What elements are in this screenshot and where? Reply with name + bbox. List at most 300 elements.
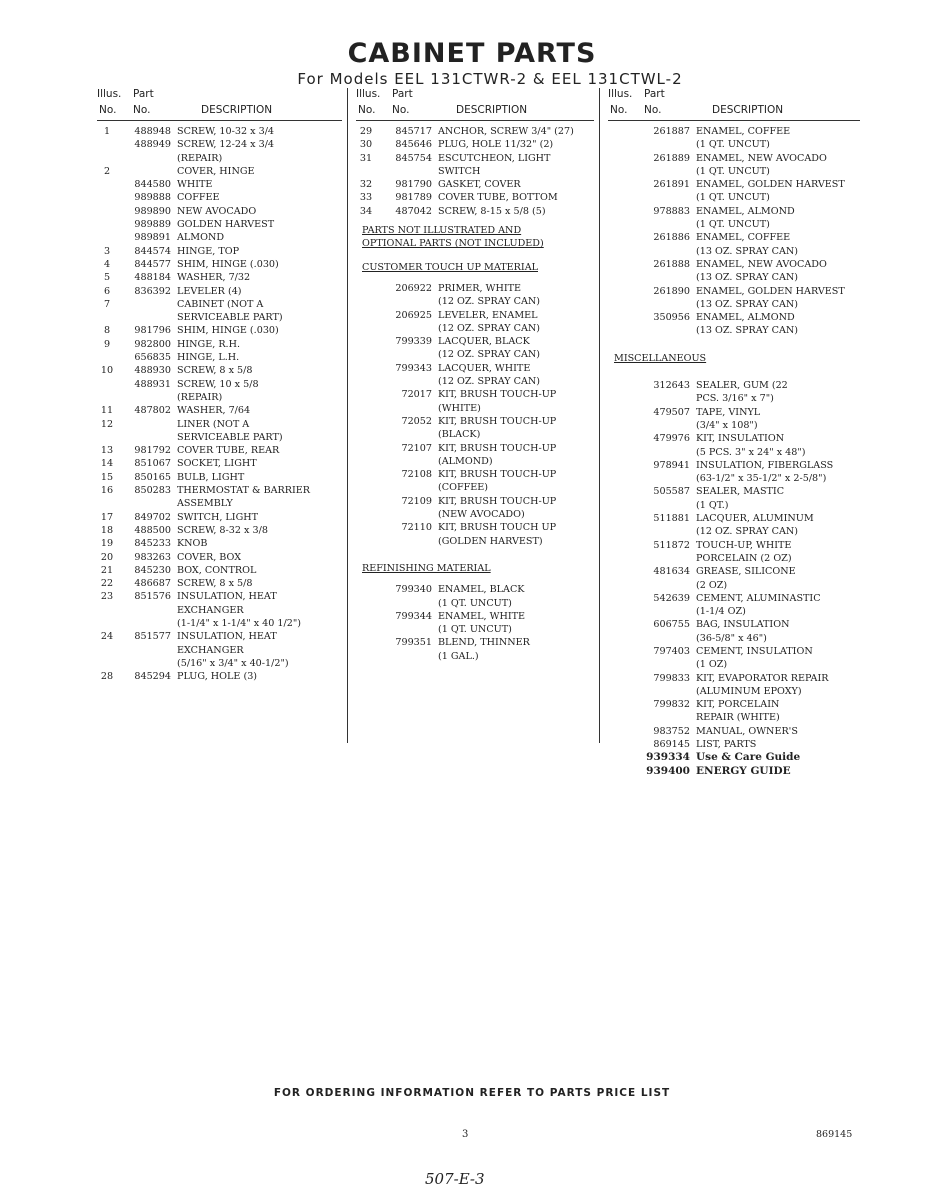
- part-description: (1 OZ): [696, 659, 728, 671]
- illus-number: 32: [359, 179, 373, 191]
- part-number: 981796: [134, 325, 171, 337]
- header-part: Part: [644, 88, 665, 100]
- illus-number: [356, 335, 376, 348]
- part-description: KIT, EVAPORATOR REPAIR: [696, 672, 829, 684]
- header-description: DESCRIPTION: [201, 104, 273, 116]
- table-row: [97, 551, 342, 564]
- table-row: [97, 351, 342, 364]
- part-number: [376, 428, 438, 441]
- table-row: [356, 535, 594, 548]
- table-row: [356, 623, 594, 636]
- illus-number: 19: [100, 538, 114, 550]
- part-number: [376, 455, 438, 468]
- part-number: 261889: [653, 152, 690, 164]
- part-description: (COFFEE): [438, 482, 489, 494]
- illus-number: [356, 597, 376, 610]
- part-number: [117, 165, 177, 178]
- illus-number: [356, 535, 376, 548]
- table-row: [356, 205, 594, 218]
- part-number: [608, 632, 696, 645]
- part-number: 850165: [134, 471, 171, 483]
- table-row: [608, 632, 860, 645]
- part-description: ENAMEL, GOLDEN HARVEST: [696, 179, 845, 191]
- part-description: (2 OZ): [696, 579, 728, 591]
- part-description: (1 QT. UNCUT): [438, 624, 512, 636]
- illus-number: [356, 442, 376, 455]
- part-description: COVER, HINGE: [177, 165, 255, 177]
- part-number: 505587: [653, 486, 690, 498]
- part-number: [117, 298, 177, 311]
- table-row: [608, 138, 860, 151]
- table-row: [356, 415, 594, 428]
- part-description: SHIM, HINGE (.030): [177, 325, 279, 337]
- table-row: [97, 524, 342, 537]
- table-row: [356, 335, 594, 348]
- part-description: SCREW, 8-15 x 5/8 (5): [438, 205, 546, 217]
- table-row: [608, 285, 860, 298]
- illus-number: 33: [359, 192, 373, 204]
- part-number: [376, 165, 438, 178]
- part-number: [376, 402, 438, 415]
- table-row: [356, 375, 594, 388]
- table-row: [97, 457, 342, 470]
- part-number: [117, 152, 177, 165]
- table-row: [97, 431, 342, 444]
- part-description: SWITCH, LIGHT: [177, 511, 259, 523]
- table-row: [356, 636, 594, 649]
- part-number: 845754: [395, 152, 432, 164]
- part-description: SCREW, 10 x 5/8: [177, 378, 259, 390]
- parts-column-1: [97, 88, 342, 683]
- illus-number: 6: [103, 285, 111, 297]
- illus-number: [97, 152, 117, 165]
- part-description: GASKET, COVER: [438, 179, 521, 191]
- part-number: 989891: [134, 232, 171, 244]
- part-number: 799340: [395, 584, 432, 596]
- part-number: [608, 605, 696, 618]
- part-number: 487042: [395, 205, 432, 217]
- table-row: [356, 362, 594, 375]
- part-number: 487802: [134, 405, 171, 417]
- illus-number: [356, 495, 376, 508]
- part-description: (NEW AVOCADO): [438, 509, 525, 521]
- table-row: [97, 404, 342, 417]
- part-description: (13 OZ. SPRAY CAN): [696, 245, 799, 257]
- part-number: 939334: [646, 751, 690, 764]
- illus-number: 29: [359, 126, 373, 137]
- part-number: [376, 481, 438, 494]
- illus-number: [97, 231, 117, 244]
- table-row: [97, 231, 342, 244]
- illus-number: [97, 178, 117, 191]
- part-number: 312643: [653, 380, 690, 392]
- table-row: [356, 178, 594, 191]
- table-row: [608, 191, 860, 204]
- illus-number: [356, 521, 376, 534]
- table-row: [608, 711, 860, 724]
- illus-number: 5: [103, 272, 111, 284]
- table-row: [356, 610, 594, 623]
- table-row: [608, 645, 860, 658]
- table-row: [608, 446, 860, 459]
- header-description: DESCRIPTION: [712, 104, 784, 116]
- illus-number: 4: [103, 258, 111, 270]
- part-description: (12 OZ. SPRAY CAN): [438, 376, 541, 388]
- table-row: [356, 428, 594, 441]
- part-description: (5 PCS. 3" x 24" x 48"): [696, 446, 806, 458]
- table-row: [97, 484, 342, 497]
- illus-number: [356, 388, 376, 401]
- column-header: [356, 88, 594, 121]
- ordering-footer: FOR ORDERING INFORMATION REFER TO PARTS PRICE LIST: [273, 1087, 671, 1099]
- part-number: 799339: [395, 336, 432, 348]
- table-row: [97, 338, 342, 351]
- part-number: [608, 218, 696, 231]
- column-header: [97, 88, 342, 121]
- note-line: OPTIONAL PARTS (NOT INCLUDED): [362, 238, 544, 250]
- header-part-no: No.: [392, 104, 410, 116]
- part-description: ASSEMBLY: [177, 498, 233, 510]
- table-row: [608, 512, 860, 525]
- page-number: 3: [462, 1129, 469, 1140]
- part-number: 486687: [134, 578, 171, 590]
- part-number: [608, 419, 696, 432]
- part-description: KIT, BRUSH TOUCH-UP: [438, 495, 557, 507]
- table-row: [356, 508, 594, 521]
- section-heading-touchup: CUSTOMER TOUCH UP MATERIAL: [362, 261, 538, 273]
- part-description: ENERGY GUIDE: [696, 764, 791, 777]
- part-description: THERMOSTAT & BARRIER: [177, 485, 311, 497]
- part-description: GREASE, SILICONE: [696, 566, 796, 578]
- table-row: [97, 218, 342, 231]
- part-description: NEW AVOCADO: [177, 205, 257, 217]
- part-description: SCREW, 10-32 x 3/4: [177, 126, 275, 137]
- table-row: [356, 191, 594, 204]
- table-row: [608, 459, 860, 472]
- header-part-no: No.: [133, 104, 151, 116]
- part-description: (1 QT. UNCUT): [696, 165, 770, 177]
- parts-column-3: [608, 88, 860, 778]
- table-row: [608, 738, 860, 751]
- part-number: 799832: [653, 699, 690, 711]
- table-row: [356, 348, 594, 361]
- part-number: [117, 311, 177, 324]
- table-row: [608, 539, 860, 552]
- table-row: [356, 583, 594, 596]
- illus-number: 34: [359, 205, 373, 217]
- table-row: [608, 125, 860, 138]
- part-description: PLUG, HOLE 11/32" (2): [438, 139, 554, 151]
- part-number: [608, 711, 696, 724]
- part-description: (12 OZ. SPRAY CAN): [696, 526, 799, 538]
- table-row: [356, 309, 594, 322]
- part-number: [608, 392, 696, 405]
- header-part: Part: [392, 88, 413, 100]
- illus-number: 2: [103, 165, 111, 177]
- part-number: 488184: [134, 272, 171, 284]
- part-description: KIT, BRUSH TOUCH UP: [438, 522, 557, 534]
- part-description: LACQUER, ALUMINUM: [696, 513, 814, 525]
- table-row: [608, 231, 860, 244]
- part-description: (63-1/2" x 35-1/2" x 2-5/8"): [696, 473, 827, 485]
- part-number: 978883: [653, 205, 690, 217]
- table-row: [608, 218, 860, 231]
- illus-number: 15: [100, 471, 114, 483]
- part-description: (12 OZ. SPRAY CAN): [438, 296, 541, 308]
- illus-number: [97, 311, 117, 324]
- miscellaneous-list: [608, 379, 860, 751]
- part-number: [376, 623, 438, 636]
- part-description: INSULATION, HEAT: [177, 591, 277, 603]
- part-description: BOX, CONTROL: [177, 564, 257, 576]
- table-row: [608, 751, 860, 764]
- part-description: WASHER, 7/32: [177, 272, 251, 284]
- part-number: 844580: [134, 179, 171, 191]
- header-illus-no: No.: [358, 104, 376, 116]
- header-illus: Illus.: [608, 88, 633, 100]
- part-description: ENAMEL, GOLDEN HARVEST: [696, 285, 845, 297]
- part-number: 851576: [134, 591, 171, 603]
- part-number: [117, 497, 177, 510]
- part-number: 488930: [134, 365, 171, 377]
- part-number: [117, 391, 177, 404]
- part-description: TOUCH-UP, WHITE: [696, 539, 792, 551]
- table-row: [97, 537, 342, 550]
- table-row: [608, 552, 860, 565]
- illus-number: [356, 583, 376, 596]
- part-description: PLUG, HOLE (3): [177, 671, 258, 683]
- part-number: [608, 579, 696, 592]
- table-row: [608, 432, 860, 445]
- illus-number: 17: [100, 511, 114, 523]
- part-number: 836392: [134, 285, 171, 297]
- part-description: (36-5/8" x 46"): [696, 632, 767, 644]
- part-number: 983263: [134, 551, 171, 563]
- part-description: ENAMEL, WHITE: [438, 610, 526, 622]
- illus-number: 3: [103, 245, 111, 257]
- part-number: 989890: [134, 205, 171, 217]
- header-illus: Illus.: [356, 88, 381, 100]
- part-number: 261887: [653, 126, 690, 137]
- table-row: [608, 685, 860, 698]
- part-description: (13 OZ. SPRAY CAN): [696, 272, 799, 284]
- table-row: [356, 322, 594, 335]
- parts-list: [608, 125, 860, 338]
- illus-number: 20: [100, 551, 114, 563]
- part-description: (1 GAL.): [438, 650, 479, 662]
- part-description: SEALER, MASTIC: [696, 486, 785, 498]
- table-row: [608, 579, 860, 592]
- table-row: [356, 442, 594, 455]
- illus-number: [97, 138, 117, 151]
- part-number: [117, 657, 177, 670]
- part-description: ENAMEL, NEW AVOCADO: [696, 152, 827, 164]
- table-row: [97, 511, 342, 524]
- part-description: (GOLDEN HARVEST): [438, 535, 543, 547]
- handwritten-note: 507-E-3: [425, 1170, 485, 1188]
- table-row: [97, 205, 342, 218]
- part-number: 261886: [653, 232, 690, 244]
- illus-number: [356, 468, 376, 481]
- part-number: 799343: [395, 362, 432, 374]
- header-part: Part: [133, 88, 154, 100]
- part-number: [608, 298, 696, 311]
- illus-number: [97, 191, 117, 204]
- table-row: [608, 472, 860, 485]
- illus-number: [97, 617, 117, 630]
- part-number: [376, 508, 438, 521]
- part-description: KIT, BRUSH TOUCH-UP: [438, 442, 557, 454]
- illus-number: [356, 322, 376, 335]
- part-description: PORCELAIN (2 OZ): [696, 552, 792, 564]
- part-description: ENAMEL, NEW AVOCADO: [696, 258, 827, 270]
- page-subtitle: For Models EEL 131CTWR-2 & EEL 131CTWL-2: [297, 70, 683, 88]
- part-description: ENAMEL, ALMOND: [696, 312, 795, 324]
- table-row: [356, 481, 594, 494]
- table-row: [356, 295, 594, 308]
- page-title: CABINET PARTS: [347, 38, 597, 69]
- illus-number: [356, 362, 376, 375]
- illus-number: 10: [100, 365, 114, 377]
- table-row: [608, 324, 860, 337]
- illus-number: [97, 218, 117, 231]
- part-number: 844574: [134, 245, 171, 257]
- touchup-list: [356, 282, 594, 548]
- illus-number: [356, 295, 376, 308]
- table-row: [97, 178, 342, 191]
- illus-number: [356, 455, 376, 468]
- table-row: [356, 152, 594, 165]
- part-description: BLEND, THINNER: [438, 637, 530, 649]
- table-row: [608, 618, 860, 631]
- part-number: 869145: [653, 739, 690, 751]
- table-row: [608, 165, 860, 178]
- note-line: PARTS NOT ILLUSTRATED AND: [362, 225, 522, 237]
- part-number: [117, 644, 177, 657]
- part-number: [608, 271, 696, 284]
- part-number: [608, 658, 696, 671]
- part-number: 479976: [653, 433, 690, 445]
- part-description: (3/4" x 108"): [696, 419, 758, 431]
- part-number: 511881: [653, 513, 690, 525]
- part-description: COVER TUBE, BOTTOM: [438, 192, 558, 204]
- table-row: [97, 258, 342, 271]
- part-description: EXCHANGER: [177, 604, 244, 616]
- part-number: 851067: [134, 458, 171, 470]
- table-row: [608, 406, 860, 419]
- part-number: 845294: [134, 671, 171, 683]
- table-row: [97, 311, 342, 324]
- table-row: [608, 658, 860, 671]
- part-number: 797403: [653, 645, 690, 657]
- part-description: SCREW, 8 x 5/8: [177, 578, 253, 590]
- part-number: [376, 650, 438, 663]
- table-row: [608, 178, 860, 191]
- part-description: ANCHOR, SCREW 3/4" (27): [438, 126, 574, 137]
- illus-number: [97, 378, 117, 391]
- header-illus-no: No.: [610, 104, 628, 116]
- table-row: [97, 497, 342, 510]
- part-description: HINGE, R.H.: [177, 338, 241, 350]
- illus-number: [356, 481, 376, 494]
- part-description: (13 OZ. SPRAY CAN): [696, 325, 799, 337]
- part-description: LEVELER (4): [177, 285, 242, 297]
- table-row: [608, 698, 860, 711]
- part-number: [117, 431, 177, 444]
- part-number: 350956: [653, 312, 690, 324]
- part-description: LEVELER, ENAMEL: [438, 309, 538, 321]
- part-number: 845233: [134, 538, 171, 550]
- part-description: SERVICEABLE PART): [177, 431, 283, 443]
- part-description: (1 QT. UNCUT): [696, 219, 770, 231]
- part-description: LINER (NOT A: [177, 418, 250, 430]
- table-row: [97, 125, 342, 138]
- illus-number: [356, 348, 376, 361]
- illus-number: 24: [100, 631, 114, 643]
- part-description: SHIM, HINGE (.030): [177, 258, 279, 270]
- column-header: [608, 88, 860, 121]
- table-row: [97, 444, 342, 457]
- part-description: INSULATION, HEAT: [177, 631, 277, 643]
- part-number: 72017: [401, 389, 432, 401]
- table-row: [97, 564, 342, 577]
- part-number: 488931: [134, 378, 171, 390]
- part-number: 982800: [134, 338, 171, 350]
- illus-number: [97, 657, 117, 670]
- part-description: (1 QT. UNCUT): [696, 192, 770, 204]
- table-row: [356, 138, 594, 151]
- illus-number: [97, 604, 117, 617]
- part-description: (1-1/4" x 1-1/4" x 40 1/2"): [177, 617, 302, 629]
- illus-number: 28: [100, 671, 114, 683]
- part-description: ENAMEL, ALMOND: [696, 205, 795, 217]
- illus-number: 16: [100, 485, 114, 497]
- part-description: GOLDEN HARVEST: [177, 219, 275, 231]
- part-number: 844577: [134, 258, 171, 270]
- part-description: KIT, BRUSH TOUCH-UP: [438, 469, 557, 481]
- part-description: (BLACK): [438, 429, 481, 441]
- table-row: [97, 630, 342, 643]
- illus-number: 1: [103, 126, 111, 137]
- part-description: KNOB: [177, 538, 208, 550]
- illus-number: 31: [359, 152, 373, 164]
- part-description: WHITE: [177, 179, 213, 191]
- part-number: [608, 499, 696, 512]
- part-description: INSULATION, FIBERGLASS: [696, 459, 834, 471]
- part-number: 479507: [653, 406, 690, 418]
- part-number: 206925: [395, 309, 432, 321]
- part-description: Use & Care Guide: [696, 751, 801, 764]
- part-description: KIT, BRUSH TOUCH-UP: [438, 415, 557, 427]
- table-row: [608, 672, 860, 685]
- part-number: 978941: [653, 459, 690, 471]
- part-number: 851577: [134, 631, 171, 643]
- illus-number: 14: [100, 458, 114, 470]
- table-row: [608, 271, 860, 284]
- column-divider: [599, 88, 600, 743]
- part-description: CEMENT, ALUMINASTIC: [696, 592, 821, 604]
- header-illus: Illus.: [97, 88, 122, 100]
- illus-number: 21: [100, 564, 114, 576]
- part-number: 849702: [134, 511, 171, 523]
- part-number: 799351: [395, 637, 432, 649]
- part-number: 72110: [401, 522, 432, 534]
- table-row: [356, 388, 594, 401]
- part-description: SEALER, GUM (22: [696, 380, 788, 392]
- part-description: SOCKET, LIGHT: [177, 458, 257, 470]
- part-number: [376, 322, 438, 335]
- header-part-no: No.: [644, 104, 662, 116]
